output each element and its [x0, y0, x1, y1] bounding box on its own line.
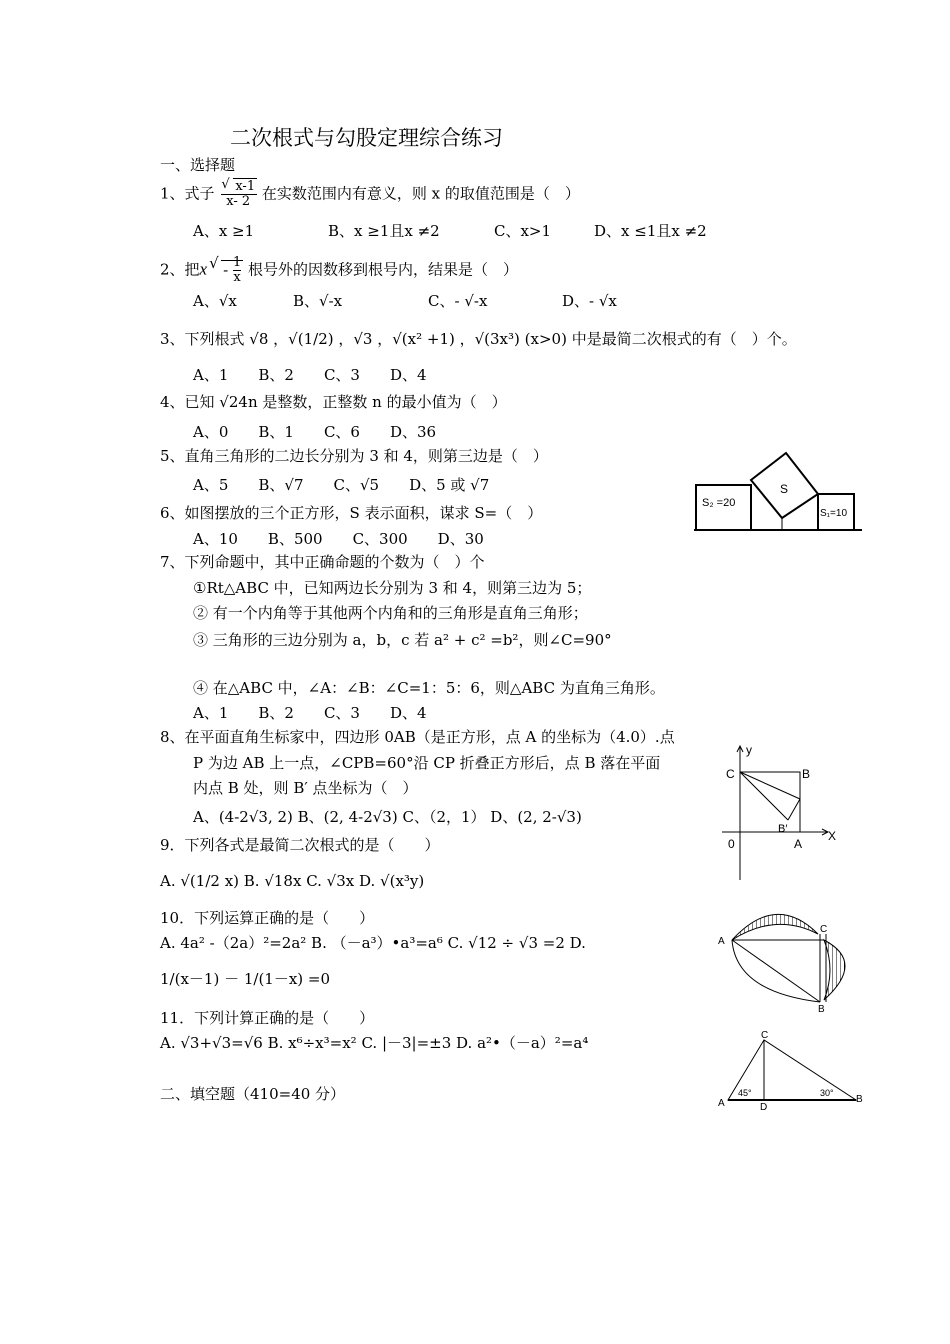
- fig1-label-s: S: [780, 482, 789, 496]
- question-9: 9．下列各式是最简二次根式的是（ ）: [160, 836, 440, 854]
- q3-options: A、1 B、2 C、3 D、4: [193, 366, 427, 384]
- q2-option-c: C、- √-x: [428, 292, 488, 310]
- fig2-label-b: B: [802, 767, 811, 781]
- fig2-label-a: A: [794, 837, 803, 851]
- q2-option-d: D、- √x: [562, 292, 617, 310]
- fig3-label-b: B: [818, 1004, 825, 1015]
- question-6: 6、如图摆放的三个正方形，S 表示面积，谋求 S=（ ）: [160, 504, 543, 522]
- fig4-label-c: C: [761, 1030, 769, 1041]
- q1-option-d: D、x ≤1且x ≠2: [594, 222, 707, 240]
- q9-options: A. √(1/2 x) B. √18x C. √3x D. √(x³y): [160, 872, 425, 890]
- fig1-label-s2: S₂ =20: [702, 497, 736, 509]
- q7-statement-1: ①Rt△ABC 中，已知两边长分别为 3 和 4，则第三边为 5；: [193, 579, 592, 597]
- fig4-label-d: D: [760, 1102, 768, 1110]
- fig3-label-a: A: [718, 936, 725, 947]
- page-title: 二次根式与勾股定理综合练习: [230, 126, 503, 150]
- fig2-label-y: y: [746, 743, 752, 757]
- q2-option-b: B、√-x: [293, 292, 343, 310]
- question-10: 10．下列运算正确的是（ ）: [160, 909, 375, 927]
- q11-options: A. √3+√3=√6 B. x⁶÷x³=x² C. |－3|=±3 D. a²•（－a）²=a⁴: [160, 1034, 589, 1052]
- q8-options: A、(4-2√3, 2) B、(2, 4-2√3) C、（2，1） D、(2, 2-√3): [193, 808, 582, 826]
- section-heading-choice: 一、选择题: [160, 156, 236, 174]
- question-1: 1、式子 √ $\frac{x-1}{x- 2}$ 在实数范围内有意义，则 x 的取值范围是（ ）: [160, 180, 580, 209]
- fig4-angle-30: 30°: [820, 1088, 834, 1098]
- q1-option-b: B、x ≥1且x ≠2: [328, 222, 440, 240]
- question-8-line-3: 内点 B 处，则 B′ 点坐标为（ ）: [193, 779, 418, 797]
- question-2: 2、把x√ - $\frac{1}{x}$ 根号外的因数移到根号内，结果是（ ）: [160, 256, 518, 285]
- q1-option-a: A、x ≥1: [193, 222, 255, 240]
- figure-coordinate-square: [718, 742, 843, 882]
- q1-fraction: √ $\frac{x-1}{x- 2}$: [219, 180, 257, 209]
- fig4-angle-45: 45°: [738, 1088, 752, 1098]
- q7-statement-4: ④ 在△ABC 中，∠A：∠B：∠C=1：5：6，则△ABC 为直角三角形。: [193, 679, 665, 697]
- q7-options: A、1 B、2 C、3 D、4: [193, 704, 427, 722]
- fig3-label-c: C: [820, 924, 828, 935]
- section-heading-fill: 二、填空题（410=40 分）: [160, 1085, 346, 1103]
- fig1-label-s1: S₁=10: [820, 508, 848, 519]
- q7-statement-2: ② 有一个内角等于其他两个内角和的三角形是直角三角形；: [193, 604, 588, 622]
- q10-options: A. 4a² -（2a）²=2a² B. （－a³）•a³=a⁶ C. √12 ÷ √3 =2 D.: [160, 934, 586, 952]
- fig4-label-b: B: [856, 1094, 863, 1105]
- fig2-label-b-prime: B′: [778, 823, 788, 835]
- question-5: 5、直角三角形的二边长分别为 3 和 4，则第三边是（ ）: [160, 447, 548, 465]
- fig4-label-a: A: [718, 1098, 725, 1109]
- q6-options: A、10 B、500 C、300 D、30: [193, 530, 484, 548]
- q1-option-c: C、x>1: [494, 222, 552, 240]
- q10-option-d-expression: 1/(x－1) － 1/(1－x) =0: [160, 970, 331, 988]
- figure-three-squares: [694, 450, 869, 540]
- question-3: 3、下列根式 √8 ，√(1/2) ，√3 ，√(x² +1) ，√(3x³) (x>0) 中是最简二次根式的有（ ）个。: [160, 330, 797, 348]
- fig2-label-c: C: [726, 767, 735, 781]
- q7-statement-3: ③ 三角形的三边分别为 a，b，c 若 a² + c² =b²，则∠C=90°: [193, 631, 612, 649]
- figure-triangle-45-30: [716, 1030, 866, 1110]
- figure-semicircles: [716, 902, 866, 1017]
- question-8-line-2: P 为边 AB 上一点，∠CPB=60°沿 CP 折叠正方形后，点 B 落在平面: [193, 754, 661, 772]
- question-4: 4、已知 √24n 是整数，正整数 n 的最小值为（ ）: [160, 393, 507, 411]
- question-11: 11．下列计算正确的是（ ）: [160, 1009, 375, 1027]
- question-7: 7、下列命题中，其中正确命题的个数为（ ）个: [160, 553, 485, 571]
- q4-options: A、0 B、1 C、6 D、36: [193, 423, 437, 441]
- question-8-line-1: 8、在平面直角生标家中，四边形 0AB（是正方形，点 A 的坐标为（4.0）.点: [160, 728, 675, 746]
- q2-option-a: A、√x: [193, 292, 237, 310]
- fig2-label-x: X: [828, 829, 837, 843]
- fig2-label-o: 0: [728, 837, 735, 851]
- q5-options: A、5 B、√7 C、√5 D、5 或 √7: [193, 476, 490, 494]
